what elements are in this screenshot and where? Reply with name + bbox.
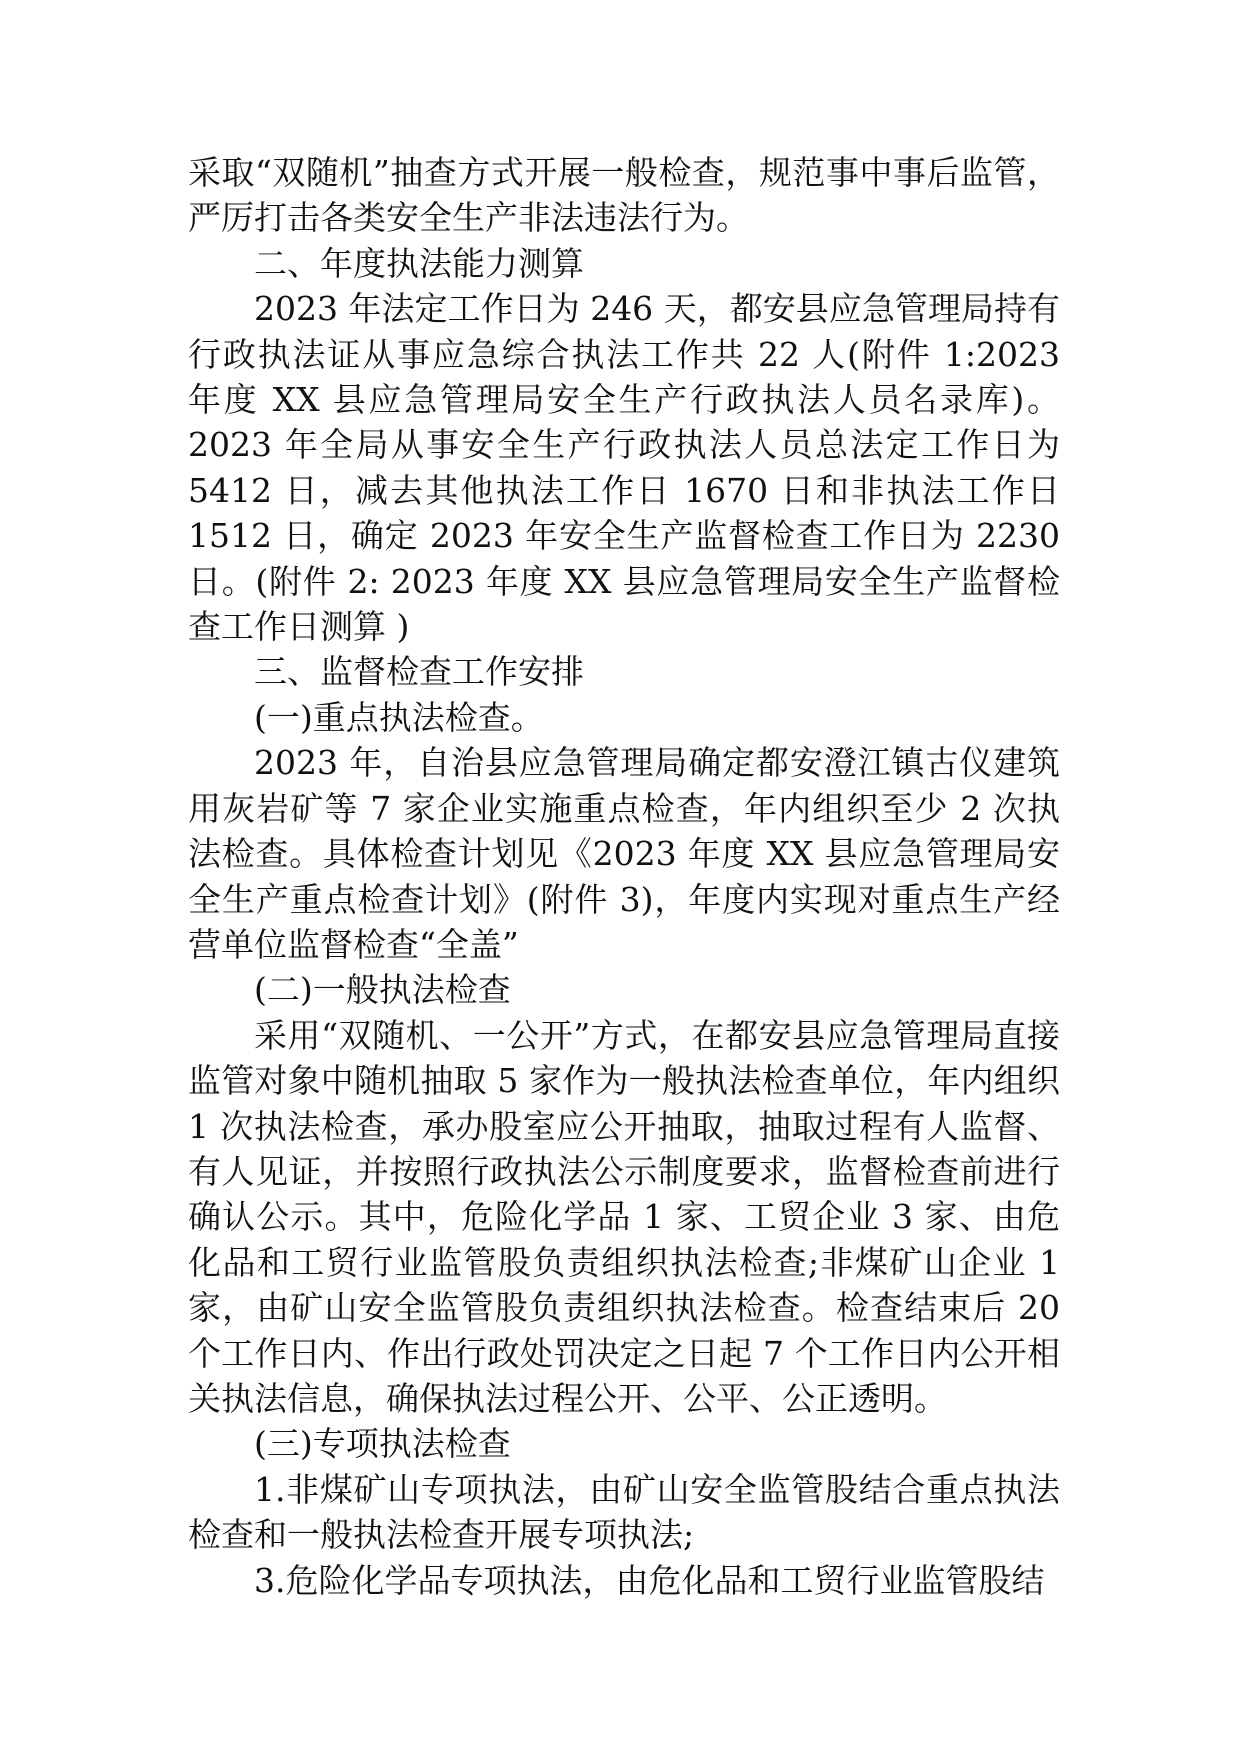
list-item: 3.危险化学品专项执法，由危化品和工贸行业监管股结	[254, 1560, 1045, 1600]
document-body	[188, 150, 1060, 1603]
paragraph: 采用“双随机、一公开”方式，在都安县应急管理局直接监管对象中随机抽取 5 家作为一般执法检查单位，年内组织 1 次执法检查，承办股室应公开抽取，抽取过程有人监督、有人见证，并按照行政执法公示制度要求，监督检查前进行确认公示。其中，危险化学品 1 家、工贸企业 3 家、由危化品和工贸行业监管股负责组织执法检查;非煤矿山企业 1 家，由矿山安全监管股负责组织执法检查。检查结束后 20 个工作日内、作出行政处罚决定之日起 7 个工作日内公开相关执法信息，确保执法过程公开、公平、公正透明。	[188, 1015, 1060, 1418]
subsection-heading-1: (一)重点执法检查。	[254, 697, 544, 737]
list-item: 1.非煤矿山专项执法，由矿山安全监管股结合重点执法检查和一般执法检查开展专项执法;	[188, 1469, 1060, 1555]
paragraph: 2023 年法定工作日为 246 天，都安县应急管理局持有行政执法证从事应急综合执法工作共 22 人(附件 1:2023 年度 XX 县应急管理局安全生产行政执法人员名录库)。2023 年全局从事安全生产行政执法人员总法定工作日为 5412 日，减去其他执法工作日 1670 日和非执法工作日 1512 日，确定 2023 年安全生产监督检查工作日为 2230 日。(附件 2: 2023 年度 XX 县应急管理局安全生产监督检查工作日测算 )	[188, 289, 1060, 647]
paragraph: 2023 年，自治县应急管理局确定都安澄江镇古仪建筑用灰岩矿等 7 家企业实施重点检查，年内组织至少 2 次执法检查。具体检查计划见《2023 年度 XX 县应急管理局安全生产重点检查计划》(附件 3)，年度内实现对重点生产经营单位监督检查“全盖”	[188, 743, 1060, 964]
subsection-heading-2: (二)一般执法检查	[254, 970, 511, 1010]
subsection-heading-3: (三)专项执法检查	[254, 1424, 511, 1464]
paragraph-continuation: 采取“双随机”抽查方式开展一般检查，规范事中事后监管，严厉打击各类安全生产非法违法行为。	[188, 153, 1060, 238]
section-heading-2: 二、年度执法能力测算	[254, 243, 584, 283]
section-heading-3: 三、监督检查工作安排	[254, 652, 584, 692]
